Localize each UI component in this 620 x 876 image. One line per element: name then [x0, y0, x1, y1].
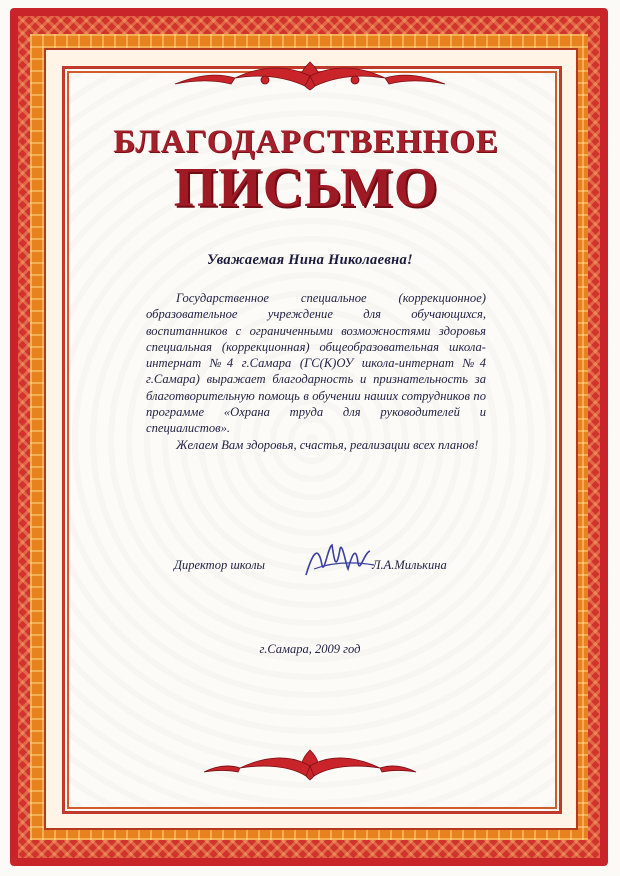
director-name: Л.А.Милькина [372, 558, 447, 572]
letter-paragraph-1: Государственное специальное (коррекционное) образовательное учреждение для обучающихся, воспитанников с ограниченными возможностями здоровья специальная (коррекционная) общеобразовательная школа-интернат №4 г.Самара (ГС(К)ОУ школа-интернат №4 г.Самара) выражает благодарность и признательность за благотворительную помощь в обучении наших сотрудников по программе «Охрана труда для руководителей и специалистов». [146, 291, 486, 436]
certificate-title-line1: БЛАГОДАРСТВЕННОЕ [113, 124, 499, 160]
top-floral-ornament-icon [165, 58, 455, 94]
director-label: Директор школы [174, 558, 265, 572]
greeting: Уважаемая Нина Николаевна! [207, 252, 413, 268]
place-and-date: г.Самара, 2009 год [259, 642, 361, 656]
letter-body [146, 290, 486, 453]
certificate-title-line2: ПИСЬМО [173, 157, 439, 219]
bottom-floral-ornament-icon [200, 744, 420, 784]
signature-icon [300, 535, 380, 583]
letter-paragraph-2: Желаем Вам здоровья, счастья, реализации всех планов! [176, 437, 479, 452]
